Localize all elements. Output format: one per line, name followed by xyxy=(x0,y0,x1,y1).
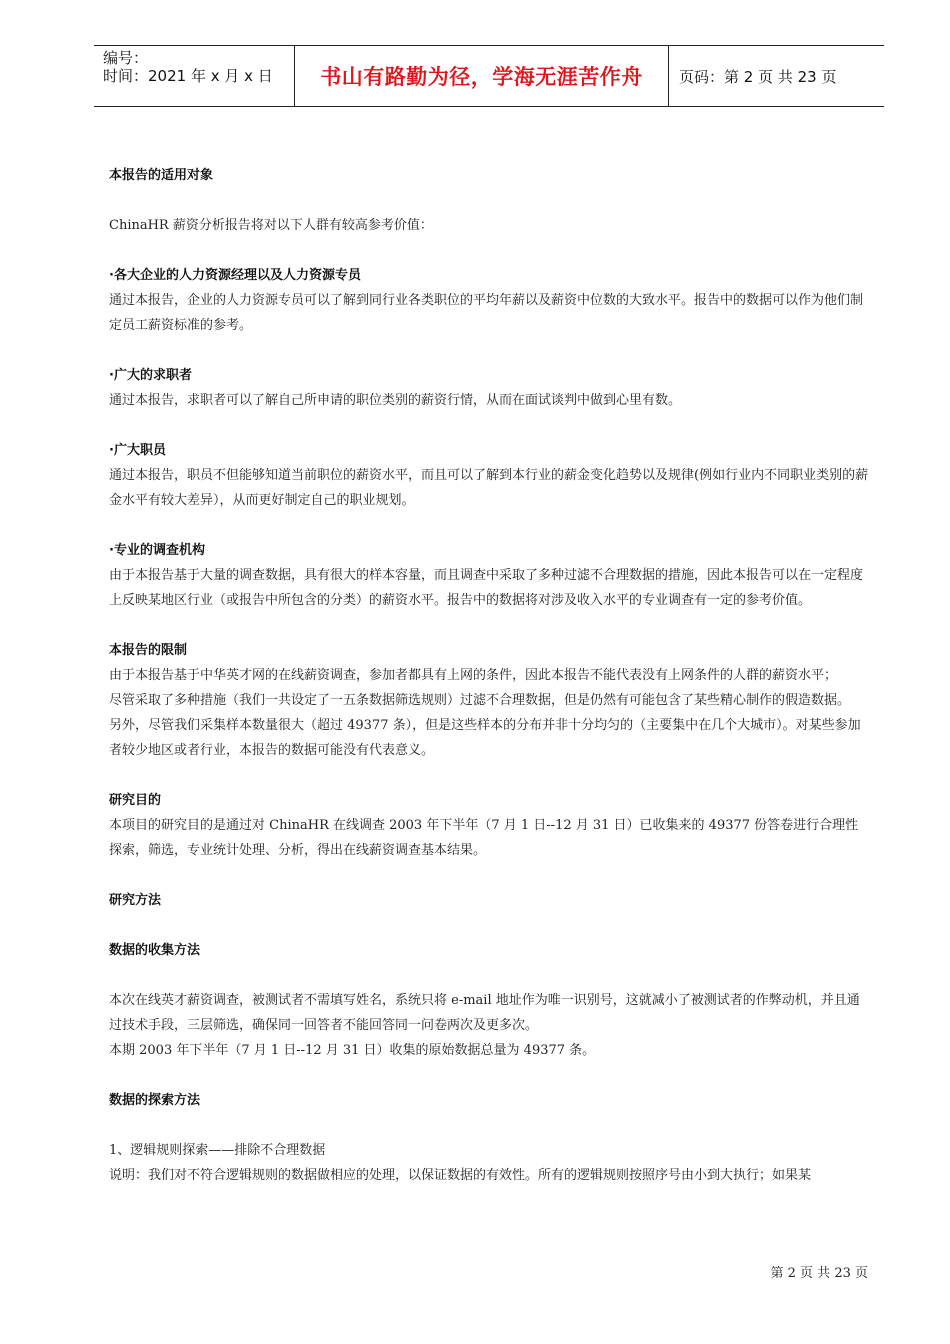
body-paragraph: ChinaHR 薪资分析报告将对以下人群有较高参考价值： xyxy=(109,218,433,233)
paragraph-spacer xyxy=(109,863,871,888)
body-paragraph: 本次在线英才薪资调查，被测试者不需填写姓名，系统只将 e-mail 地址作为唯一识别号，这就减小了被测试者的作弊动机，并且通过技术手段，三层筛选，确保同一回答者不能回答同一问卷两次及更多次。 xyxy=(109,993,860,1033)
body-paragraph: 另外，尽管我们采集样本数量很大（超过 49377 条），但是这些样本的分布并非十分均匀的（主要集中在几个大城市）。对某些参加者较少地区或者行业，本报告的数据可能没有代表意义。 xyxy=(109,718,861,758)
body-paragraph: 通过本报告，企业的人力资源专员可以了解到同行业各类职位的平均年薪以及薪资中位数的大致水平。报告中的数据可以作为他们制定员工薪资标准的参考。 xyxy=(109,293,864,333)
paragraph-spacer xyxy=(109,1063,871,1088)
section-heading: ·广大职员 xyxy=(109,443,166,458)
document-body xyxy=(109,163,871,1188)
paragraph-spacer xyxy=(109,513,871,538)
section-heading: ·专业的调查机构 xyxy=(109,543,205,558)
paragraph-spacer xyxy=(109,613,871,638)
page-header xyxy=(94,45,884,107)
section-heading: ·各大企业的人力资源经理以及人力资源专员 xyxy=(109,268,361,283)
section-heading: 数据的探索方法 xyxy=(109,1093,201,1108)
body-paragraph: 本项目的研究目的是通过对 ChinaHR 在线调查 2003 年下半年（7 月 1 日--12 月 31 日）已收集来的 49377 份答卷进行合理性探索，筛选，专业统计处理、分析，得出在线薪资调查基本结果。 xyxy=(109,818,859,858)
paragraph-spacer xyxy=(109,188,871,213)
body-paragraph: 由于本报告基于中华英才网的在线薪资调查，参加者都具有上网的条件，因此本报告不能代表没有上网条件的人群的薪资水平； xyxy=(109,668,838,683)
section-heading: 本报告的适用对象 xyxy=(109,168,214,183)
header-page-info: 页码：第 2 页 共 23 页 xyxy=(679,67,837,86)
paragraph-spacer xyxy=(109,963,871,988)
body-paragraph: 通过本报告，求职者可以了解自己所申请的职位类别的薪资行情，从而在面试谈判中做到心里有数。 xyxy=(109,393,682,408)
section-heading: ·广大的求职者 xyxy=(109,368,192,383)
time-label: 时间：2021 年 x 月 x 日 xyxy=(103,67,273,85)
number-label: 编号： xyxy=(103,49,149,67)
body-paragraph: 本期 2003 年下半年（7 月 1 日--12 月 31 日）收集的原始数据总量为 49377 条。 xyxy=(109,1043,596,1058)
body-paragraph: 1、逻辑规则探索——排除不合理数据 xyxy=(109,1143,326,1158)
paragraph-spacer xyxy=(109,338,871,363)
page-footer: 第 2 页 共 23 页 xyxy=(770,1266,868,1281)
section-heading: 研究目的 xyxy=(109,793,162,808)
body-paragraph: 尽管采取了多种措施（我们一共设定了一五条数据筛选规则）过滤不合理数据，但是仍然有可能包含了某些精心制作的假造数据。 xyxy=(109,693,851,708)
paragraph-spacer xyxy=(109,913,871,938)
header-motto: 书山有路勤为径，学海无涯苦作舟 xyxy=(295,46,669,106)
section-heading: 研究方法 xyxy=(109,893,162,908)
paragraph-spacer xyxy=(109,763,871,788)
paragraph-spacer xyxy=(109,238,871,263)
paragraph-spacer xyxy=(109,413,871,438)
header-meta xyxy=(94,46,295,106)
body-paragraph: 通过本报告，职员不但能够知道当前职位的薪资水平，而且可以了解到本行业的薪金变化趋势以及规律(例如行业内不同职业类别的薪金水平有较大差异），从而更好制定自己的职业规划。 xyxy=(109,468,869,508)
section-heading: 数据的收集方法 xyxy=(109,943,201,958)
body-paragraph: 由于本报告基于大量的调查数据，具有很大的样本容量，而且调查中采取了多种过滤不合理数据的措施，因此本报告可以在一定程度上反映某地区行业（或报告中所包含的分类）的薪资水平。报告中的数据将对涉及收入水平的专业调查有一定的参考价值。 xyxy=(109,568,864,608)
paragraph-spacer xyxy=(109,1113,871,1138)
body-paragraph: 说明：我们对不符合逻辑规则的数据做相应的处理，以保证数据的有效性。所有的逻辑规则按照序号由小到大执行；如果某 xyxy=(109,1168,812,1183)
section-heading: 本报告的限制 xyxy=(109,643,188,658)
